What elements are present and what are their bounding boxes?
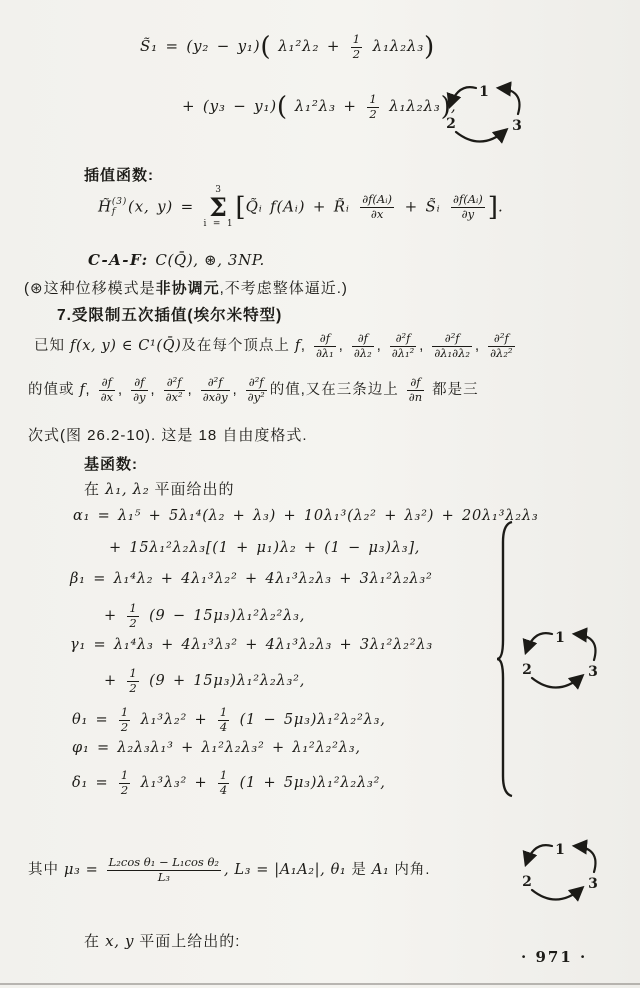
equation-s1-line2: + (y₃ − y₁)( λ₁²λ₃ + $\frac{1}{2}$ λ₁λ₂λ₃), <box>182 91 457 122</box>
cycle-node-2: 2 <box>522 662 532 678</box>
cycle-node-2: 2 <box>522 874 532 890</box>
paragraph-known-derivatives-xy: 的值或 f, $\frac{\partial f}{\partial x}$ , $\frac{\partial f}{\partial y}$ , $\frac{\text{∂²f}}{\text{∂x²}}$ , $\frac{\text{∂²f}}{\partial x\partial y}$ , $\frac{\text{∂²f}}{\text{∂y²}}$ 的值,又在三条边上 $\frac{\partial f}{\partial n}$ 都是三 <box>28 374 479 404</box>
equation-theta1: θ₁ = $\frac{1}{2}$ λ₁³λ₂² + $\frac{1}{4}$ (1 − 5μ₃)λ₁²λ₂²λ₃, <box>72 704 386 734</box>
cycle-node-3: 3 <box>512 118 522 134</box>
equation-phi1: φ₁ = λ₂λ₃λ₁³ + λ₁²λ₂λ₃² + λ₁²λ₂²λ₃, <box>72 740 361 756</box>
section-heading-7: 7.受限制五次插值(埃尔米特型) <box>57 307 283 324</box>
label-lambda-plane: 在 λ₁, λ₂ 平面给出的 <box>84 480 235 498</box>
cyclic-permutation-diagram <box>436 80 536 146</box>
cycle-node-1: 1 <box>555 842 565 858</box>
cyclic-permutation-diagram <box>512 838 612 904</box>
cycle-node-3: 3 <box>588 664 598 680</box>
paragraph-known-derivatives-lambda: 已知 f(x, y) ∈ C¹(Q̄)及在每个顶点上 f, $\frac{\partial f}{\text{∂λ₁}}$ , $\frac{\partial f}{\text{∂λ₂}}$ , $\frac{\text{∂²f}}{\text{∂λ₁²}}$ , $\frac{\text{∂²f}}{\text{∂λ₁∂λ₂}}$ , $\frac{\text{∂²f}}{\text{∂λ₂²}}$ <box>34 330 513 360</box>
cyclic-permutation-diagram <box>512 626 612 692</box>
label-basis-functions: 基函数: <box>84 456 138 473</box>
bottom-scan-edge <box>0 983 640 985</box>
note-nonconforming: (⊛这种位移模式是非协调元,不考虑整体逼近.) <box>24 280 348 297</box>
equation-interpolant: H̃ (3) f (x, y) = 3 Σ i = 1 [Q̃ᵢ f(Aᵢ) + R̃ᵢ $\frac{\text{∂f(Aᵢ)}}{\partial x}$ + S̃ᵢ $\frac{\text{∂f(Aᵢ)}}{\partial y}$ ]. <box>98 185 504 229</box>
equation-gamma1-line2: + $\frac{1}{2}$ (9 + 15μ₃)λ₁²λ₂λ₃², <box>104 665 306 695</box>
equation-beta1-line2: + $\frac{1}{2}$ (9 − 15μ₃)λ₁²λ₂²λ₃, <box>104 600 306 630</box>
label-interpolation-function: 插值函数: <box>84 167 154 184</box>
equation-gamma1-line1: γ₁ = λ₁⁴λ₃ + 4λ₁³λ₃² + 4λ₁³λ₂λ₃ + 3λ₁²λ₂²λ₃ <box>70 637 433 653</box>
equation-alpha1-line2: + 15λ₁²λ₂λ₃[(1 + μ₁)λ₂ + (1 − μ₃)λ₃], <box>109 540 421 556</box>
paragraph-mu-definition: 其中 μ₃ = $\frac{\text{L₂cos θ₁ − L₁cos θ₂}}{\text{L₃}}$ , L₃ = |A₁A₂|, θ₁ 是 A₁ 内角. <box>28 854 431 884</box>
cycle-node-1: 1 <box>479 84 489 100</box>
equation-beta1-line1: β₁ = λ₁⁴λ₂ + 4λ₁³λ₂² + 4λ₁³λ₂λ₃ + 3λ₁²λ₂λ₃² <box>70 571 433 587</box>
equation-alpha1-line1: α₁ = λ₁⁵ + 5λ₁⁴(λ₂ + λ₃) + 10λ₁³(λ₂² + λ₃²) + 20λ₁³λ₂λ₃ <box>73 508 539 524</box>
cycle-node-3: 3 <box>588 876 598 892</box>
page-number: · 971 · <box>521 948 588 966</box>
cycle-node-2: 2 <box>446 116 456 132</box>
equation-s1-line1: S̃₁ = (y₂ − y₁)( λ₁²λ₂ + $\frac{1}{2}$ λ₁λ₂λ₃) <box>140 31 435 62</box>
paragraph-cubic-dof: 次式(图 26.2-10). 这是 18 自由度格式. <box>28 427 308 444</box>
cycle-node-1: 1 <box>555 630 565 646</box>
label-xy-plane: 在 x, y 平面上给出的: <box>84 932 241 950</box>
equation-caf: C-A-F: C(Q̄), ⊛, 3NP. <box>88 251 265 269</box>
equation-delta1: δ₁ = $\frac{1}{2}$ λ₁³λ₃² + $\frac{1}{4}$ (1 + 5μ₃)λ₁²λ₂λ₃², <box>72 767 386 797</box>
